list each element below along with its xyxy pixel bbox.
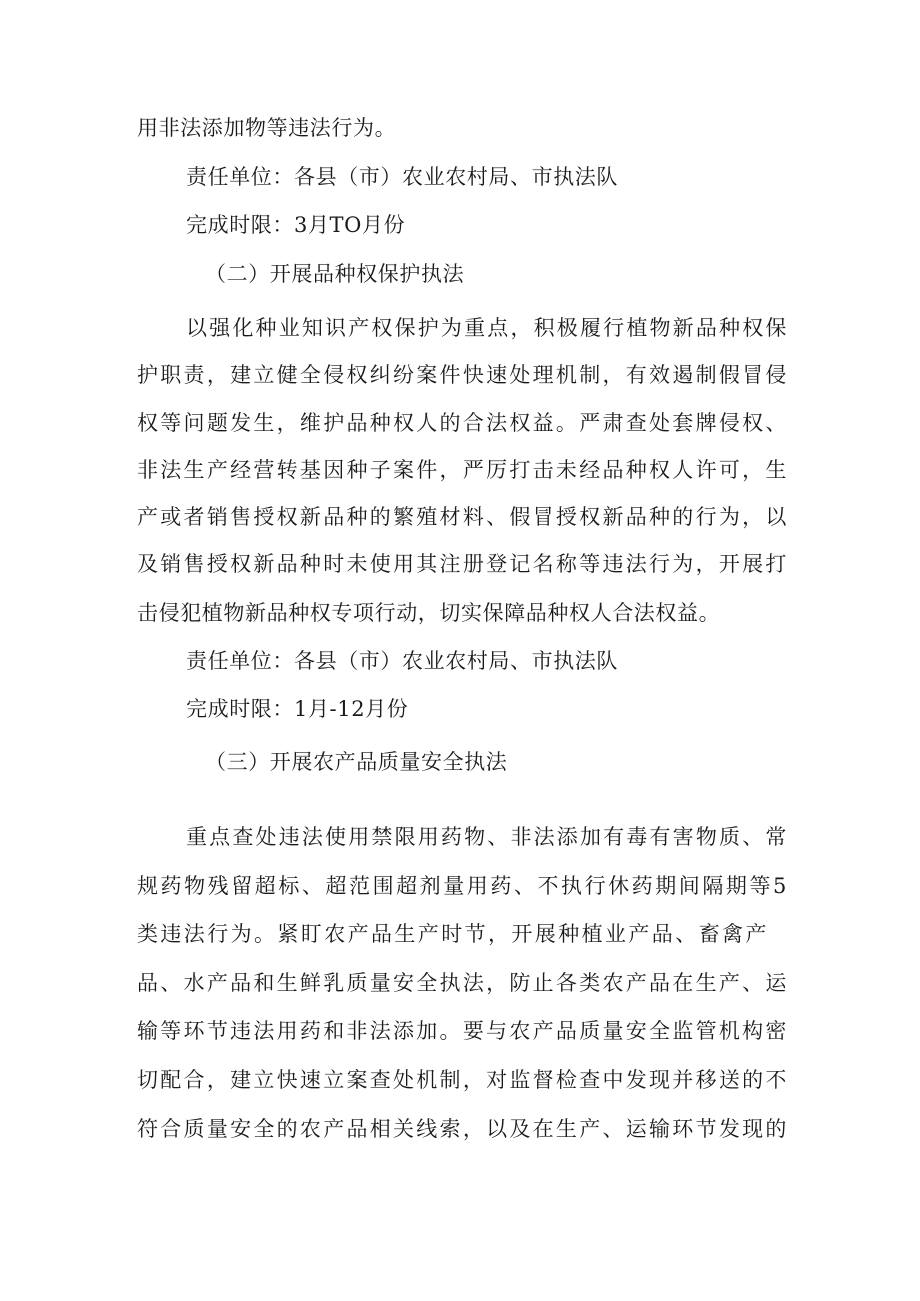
paragraph-quality-safety	[137, 813, 787, 1153]
paragraph-last-line: 击侵犯植物新品种权专项行动，切实保障品种权人合法权益。	[137, 601, 721, 625]
paragraph-line: 切配合，建立快速立案查处机制，对监督检查中发现并移送的不	[137, 1067, 787, 1092]
paragraph-line: 类违法行为。紧盯农产品生产时节，开展种植业产品、畜禽产	[137, 922, 767, 947]
paragraph-line: 权等问题发生，维护品种权人的合法权益。严肃查处套牌侵权、	[137, 410, 787, 435]
paragraph-line: 符合质量安全的农产品相关线索，以及在生产、运输环节发现的	[137, 1116, 787, 1141]
paragraph-line: 输等环节违法用药和非法添加。要与农产品质量安全监管机构密	[137, 1019, 787, 1044]
paragraph-line: 重点查处违法使用禁限用药物、非法添加有毒有害物质、常	[186, 825, 787, 849]
deadline-2: 完成时限：1月-12月份	[186, 697, 409, 721]
paragraph-line: 及销售授权新品种时未使用其注册登记名称等违法行为，开展打	[137, 552, 787, 577]
paragraph-line: 护职责，建立健全侵权纠纷案件快速处理机制，有效遏制假冒侵	[137, 363, 787, 388]
text-line-continuation: 用非法添加物等违法行为。	[137, 116, 397, 140]
paragraph-line: 以强化种业知识产权保护为重点，积极履行植物新品种权保	[186, 316, 787, 340]
paragraph-line: 品、水产品和生鲜乳质量安全执法，防止各类农产品在生产、运	[137, 970, 787, 995]
paragraph-line: 产或者销售授权新品种的繁殖材料、假冒授权新品种的行为，以	[137, 505, 787, 530]
paragraph-line: 规药物残留超标、超范围超剂量用药、不执行休药期间隔期等5	[137, 873, 787, 898]
deadline-1: 完成时限：3月TO月份	[186, 213, 406, 237]
section-heading-3: （三）开展农产品质量安全执法	[205, 750, 508, 774]
paragraph-line: 非法生产经营转基因种子案件，严厉打击未经品种权人许可，生	[137, 457, 787, 482]
paragraph-variety-rights	[137, 305, 787, 589]
responsible-unit-2: 责任单位：各县（市）农业农村局、市执法队	[186, 649, 618, 673]
section-heading-2: （二）开展品种权保护执法	[205, 262, 465, 286]
responsible-unit-1: 责任单位：各县（市）农业农村局、市执法队	[186, 165, 618, 189]
